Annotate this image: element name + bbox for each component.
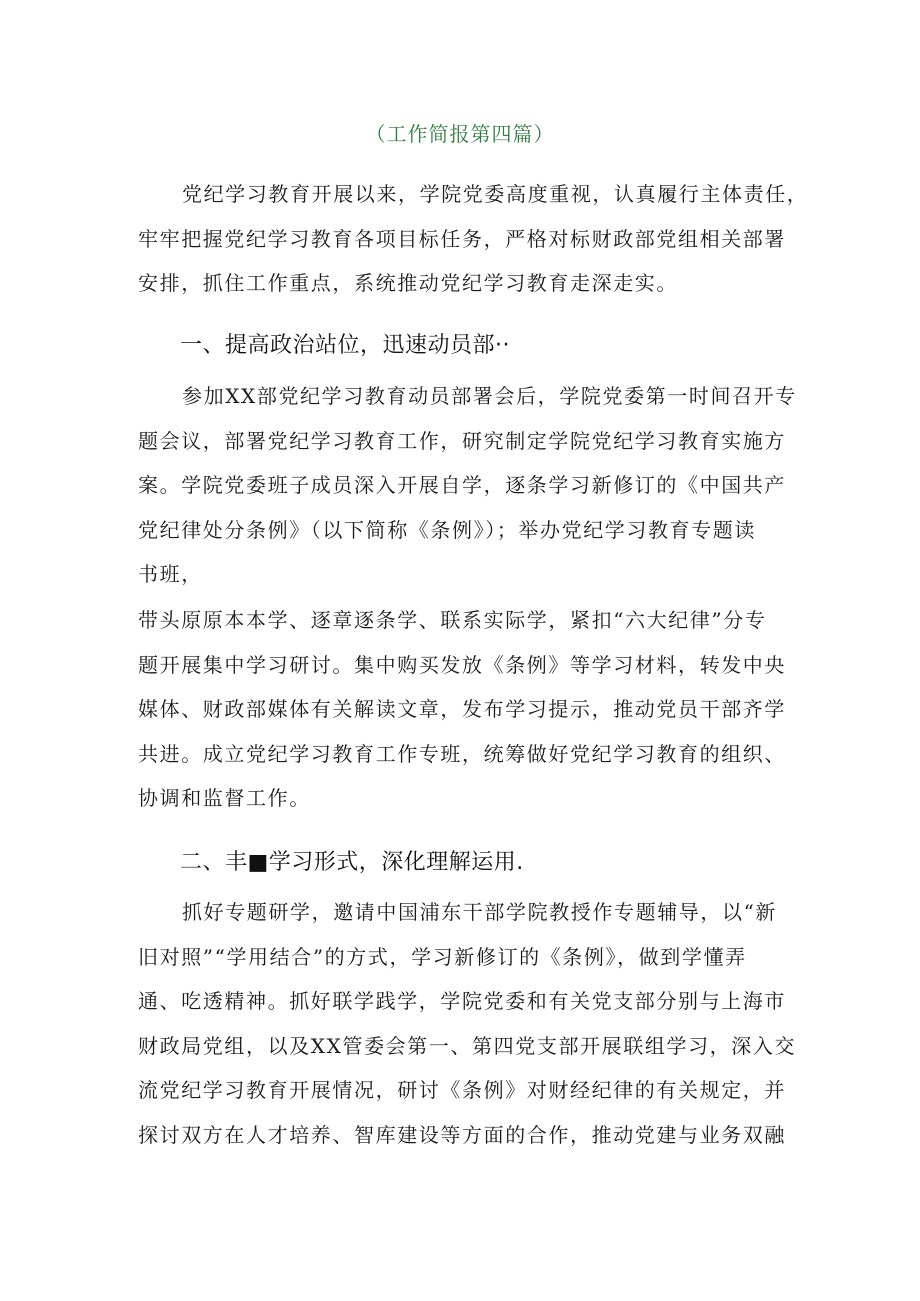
section-heading-2: 二、丰■学习形式，深化理解运用. [180, 850, 524, 875]
section-heading-1: 一、提高政治站位，迅速动员部·· [180, 333, 510, 358]
paragraph-line: 带头原原本本学、逐章逐条学、联系实际学，紧扣“六大纪律”分专 [138, 608, 767, 632]
paragraph-line: 媒体、财政部媒体有关解读文章，发布学习提示，推动党员干部齐学 [138, 697, 786, 721]
paragraph-line: 党纪学习教育开展以来，学院党委高度重视，认真履行主体责任， [182, 182, 809, 206]
intro-paragraph [138, 172, 809, 306]
paragraph-line: 抓好专题研学，邀请中国浦东干部学院教授作专题辅导，以“新 [182, 900, 778, 924]
paragraph-line: 共进。成立党纪学习教育工作专班，统筹做好党纪学习教育的组织、 [138, 741, 786, 766]
paragraph-line: 协调和监督工作。 [138, 786, 311, 810]
paragraph-line: 题会议，部署党纪学习教育工作，研究制定学院党纪学习教育实施方 [138, 428, 786, 453]
paragraph-line: 牢牢把握党纪学习教育各项目标任务，严格对标财政部党组相关部署 [138, 226, 786, 251]
section2-paragraph [138, 890, 798, 1157]
paragraph-line: 探讨双方在人才培养、智库建设等方面的合作，推动党建与业务双融 [138, 1122, 786, 1147]
section1-paragraph-2 [138, 598, 798, 821]
section1-paragraph-1 [138, 374, 798, 597]
paragraph-line: 通、吃透精神。抓好联学践学，学院党委和有关党支部分别与上海市 [138, 989, 786, 1013]
paragraph-line: 财政局党组，以及XX管委会第一、第四党支部开展联组学习，深入交 [138, 1033, 797, 1058]
paragraph-line: 党纪律处分条例》（以下简称《条例》）；举办党纪学习教育专题读 [138, 517, 756, 542]
paragraph-line: 安排，抓住工作重点，系统推动党纪学习教育走深走实。 [138, 271, 678, 295]
paragraph-line: 案。学院党委班子成员深入开展自学，逐条学习新修订的《中国共产 [138, 473, 786, 497]
paragraph-line: 参加XX部党纪学习教育动员部署会后，学院党委第一时间召开专 [182, 384, 797, 408]
paragraph-line: 流党纪学习教育开展情况，研讨《条例》对财经纪律的有关规定，并 [138, 1078, 786, 1102]
document-title: （工作简报第四篇） [365, 122, 555, 146]
paragraph-line: 书班， [138, 562, 203, 586]
paragraph-line: 旧对照”“学用结合”的方式，学习新修订的《条例》，做到学懂弄 [138, 944, 747, 969]
paragraph-line: 题开展集中学习研讨。集中购买发放《条例》等学习材料，转发中央 [138, 652, 786, 677]
